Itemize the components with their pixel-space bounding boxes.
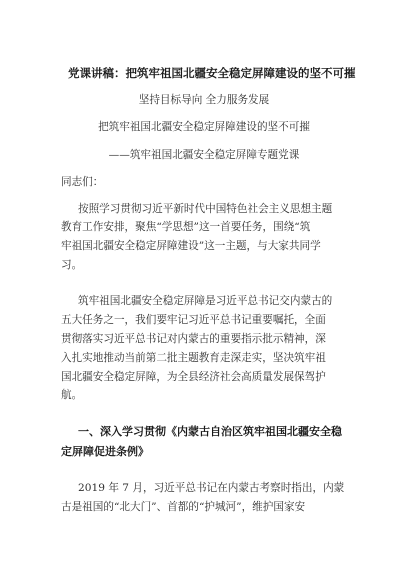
paragraph-3-line: 古是祖国的“北大门”、首都的“护城河”，维护国家安 [61, 501, 306, 513]
paragraph-2-line: 国北疆安全稳定屏障，为全县经济社会高质量发展保驾护 [61, 371, 326, 383]
subtitle-main: 把筑牢祖国北疆安全稳定屏障建设的坚不可摧 [98, 121, 310, 133]
subtitle-topic: ——筑牢祖国北疆安全稳定屏障专题党课 [108, 149, 300, 161]
paragraph-2-line: 贯彻落实习近平总书记对内蒙古的重要指示批示精神，深 [61, 333, 326, 345]
section-heading: 一、深入学习贯彻《内蒙古自治区筑牢祖国北疆安全稳 [78, 425, 342, 438]
paragraph-1-line: 牢祖国北疆安全稳定屏障建设”这一主题，与大家共同学 [61, 240, 321, 252]
paragraph-2-line: 航。 [61, 389, 83, 401]
paragraph-2-line: 入扎实地推动当前第二批主题教育走深走实，坚决筑牢祖 [61, 352, 326, 364]
paragraph-1-line: 按照学习贯彻习近平新时代中国特色社会主义思想主题 [78, 203, 333, 215]
paragraph-1-line: 教育工作安排，聚焦“学思想”这一首要任务，围绕“筑 [61, 221, 311, 233]
section-heading: 定屏障促进条例》 [61, 445, 149, 458]
subtitle-slogan: 坚持目标导向 全力服务发展 [138, 94, 270, 106]
document-title: 党课讲稿：把筑牢祖国北疆安全稳定屏障建设的坚不可摧 [68, 66, 356, 80]
paragraph-1-line: 习。 [61, 259, 83, 271]
paragraph-2-line: 五大任务之一，我们要牢记习近平总书记重要嘱托，全面 [61, 314, 326, 326]
paragraph-2-line: 筑牢祖国北疆安全稳定屏障是习近平总书记交内蒙古的 [78, 295, 333, 307]
paragraph-3-line: 2019 年 7 月，习近平总书记在内蒙古考察时指出，内蒙 [78, 482, 345, 494]
greeting: 同志们： [61, 176, 104, 188]
